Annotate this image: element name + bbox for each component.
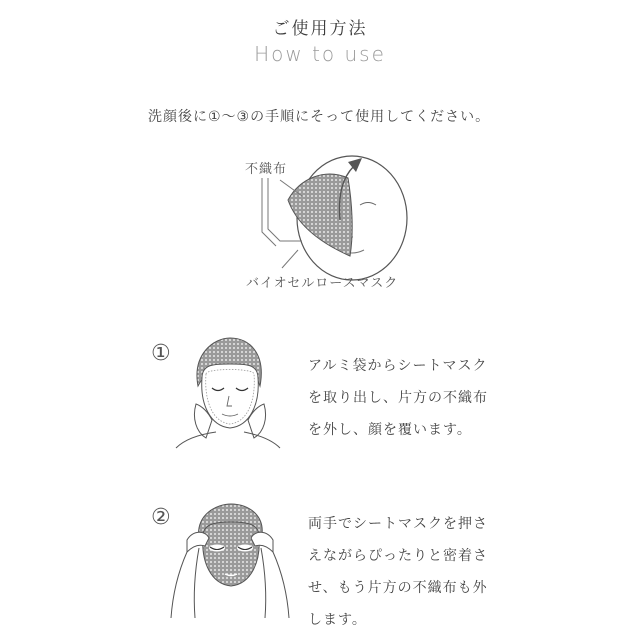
- step-2-line: せ、もう片方の不織布も外: [308, 580, 488, 596]
- leader-line-mask: [282, 250, 298, 268]
- page-title: ご使用方法: [272, 19, 368, 39]
- step-2-line: えながらぴったりと密着さ: [308, 548, 488, 564]
- label-nonwoven: 不織布: [245, 162, 288, 177]
- face-step-1-illustration: [172, 334, 284, 450]
- page-subtitle: How to use: [254, 42, 386, 66]
- step-2-text: [308, 508, 488, 636]
- step-1-line: アルミ袋からシートマスク: [308, 358, 488, 374]
- face-step-2-illustration: [165, 500, 295, 620]
- leader-line-nonwoven: [262, 178, 276, 246]
- step-2-line: 両手でシートマスクを押さ: [308, 516, 488, 532]
- step-1-number: ①: [151, 341, 171, 366]
- intro-text: 洗顔後に①～③の手順にそって使用してください。: [148, 109, 491, 125]
- step-1-text: [308, 350, 488, 446]
- step-2-line: します。: [308, 612, 367, 628]
- label-biocellulose-mask: バイオセルロースマスク: [246, 276, 399, 291]
- step-1-line: を外し、顔を覆います。: [308, 422, 472, 438]
- step-1-line: を取り出し、片方の不織布: [308, 390, 488, 406]
- step-2-number: ②: [151, 505, 171, 530]
